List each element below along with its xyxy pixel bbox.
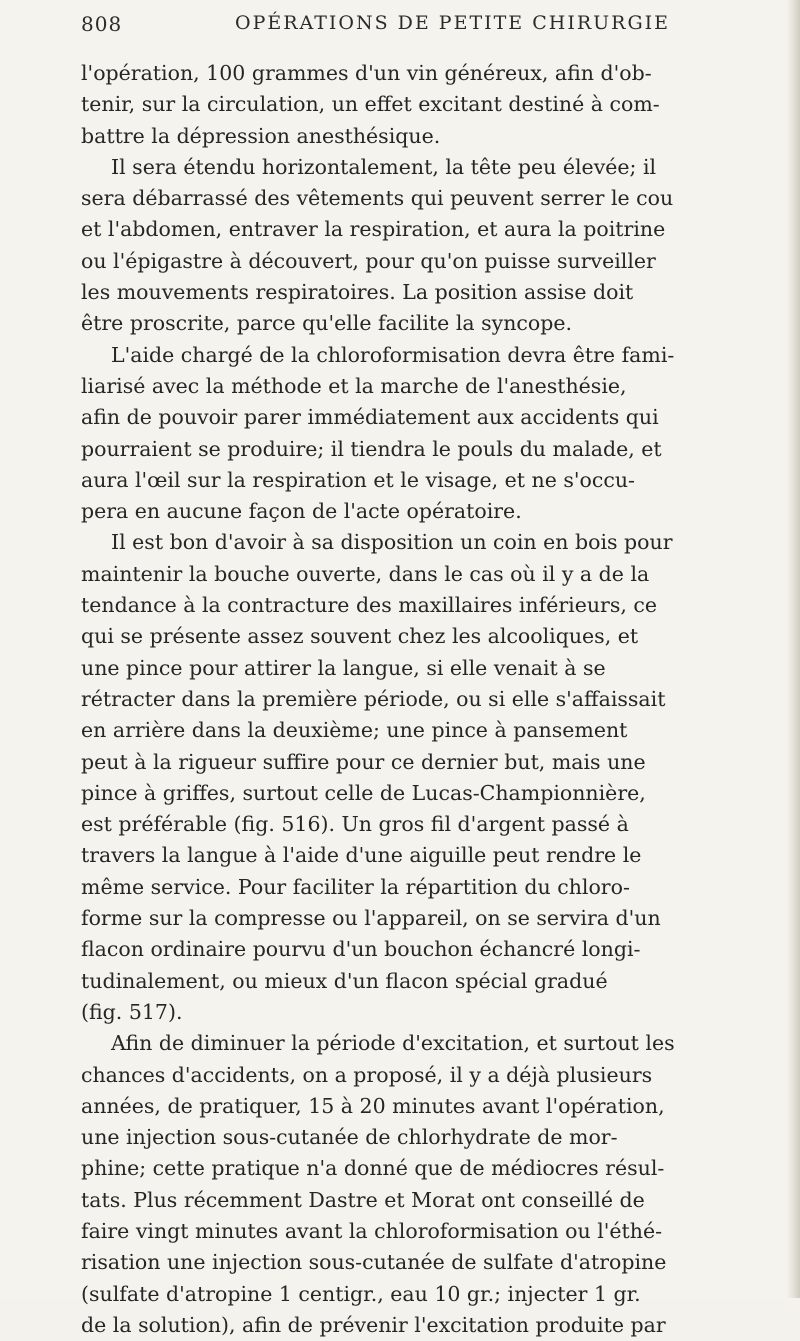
text-line: est préférable (fig. 516). Un gros fil d'argent passé à <box>81 812 629 837</box>
text-line: l'opération, 100 grammes d'un vin généreux, afin d'ob- <box>81 61 652 85</box>
text-line: aura l'œil sur la respiration et le visage, et ne s'occu- <box>81 467 635 492</box>
text-line: Afin de diminuer la période d'excitation, et surtout les <box>111 1031 675 1056</box>
body-text <box>81 58 789 1341</box>
text-line: Il sera étendu horizontalement, la tête peu élevée; il <box>111 154 657 179</box>
text-line: et l'abdomen, entraver la respiration, et aura la poitrine <box>81 217 666 242</box>
text-line: risation une injection sous-cutanée de sulfate d'atropine <box>81 1250 667 1275</box>
text-line: tenir, sur la circulation, un effet excitant destiné à com- <box>81 92 660 117</box>
page-number: 808 <box>81 12 123 36</box>
text-line: rétracter dans la première période, ou si elle s'affaissait <box>81 686 666 711</box>
text-line: pince à griffes, surtout celle de Lucas-Championnière, <box>81 780 646 805</box>
text-line: battre la dépression anesthésique. <box>81 123 441 148</box>
text-line: être proscrite, parce qu'elle facilite la syncope. <box>81 311 573 336</box>
text-line: même service. Pour faciliter la répartition du chloro- <box>81 874 630 899</box>
page-edge-shadow <box>786 0 800 1298</box>
text-line: en arrière dans la deuxième; une pince à pansement <box>81 718 628 743</box>
text-line: (sulfate d'atropine 1 centigr., eau 10 gr.; injecter 1 gr. <box>81 1281 641 1306</box>
page-header <box>81 12 721 42</box>
text-line: de la solution), afin de prévenir l'excitation produite par <box>81 1312 666 1337</box>
text-line: sera débarrassé des vêtements qui peuvent serrer le cou <box>81 186 674 211</box>
text-line: qui se présente assez souvent chez les alcooliques, et <box>81 624 639 649</box>
text-line: flacon ordinaire pourvu d'un bouchon échancré longi- <box>81 937 641 962</box>
text-line: les mouvements respiratoires. La position assise doit <box>81 280 634 305</box>
text-line: tudinalement, ou mieux d'un flacon spécial gradué <box>81 968 608 993</box>
text-line: Il est bon d'avoir à sa disposition un coin en bois pour <box>111 530 673 555</box>
text-line: (fig. 517). <box>81 999 183 1024</box>
text-line: travers la langue à l'aide d'une aiguille peut rendre le <box>81 843 642 868</box>
text-line: pera en aucune façon de l'acte opératoire. <box>81 499 522 524</box>
text-line: une pince pour attirer la langue, si elle venait à se <box>81 655 606 680</box>
text-line: une injection sous-cutanée de chlorhydrate de mor- <box>81 1125 618 1150</box>
text-line: peut à la rigueur suffire pour ce dernier but, mais une <box>81 749 646 774</box>
text-line: L'aide chargé de la chloroformisation devra être fami- <box>111 342 675 367</box>
text-line: faire vingt minutes avant la chloroformisation ou l'éthé- <box>81 1218 663 1243</box>
text-line: phine; cette pratique n'a donné que de médiocres résul- <box>81 1156 665 1181</box>
text-line: liarisé avec la méthode et la marche de l'anesthésie, <box>81 373 627 398</box>
text-line: forme sur la compresse ou l'appareil, on se servira d'un <box>81 906 661 931</box>
text-line: tendance à la contracture des maxillaires inférieurs, ce <box>81 593 658 618</box>
text-line: pourraient se produire; il tiendra le pouls du malade, et <box>81 436 662 461</box>
text-line: maintenir la bouche ouverte, dans le cas où il y a de la <box>81 561 650 586</box>
running-title: OPÉRATIONS DE PETITE CHIRURGIE <box>235 12 670 34</box>
text-line: tats. Plus récemment Dastre et Morat ont conseillé de <box>81 1187 645 1212</box>
text-line: années, de pratiquer, 15 à 20 minutes avant l'opération, <box>81 1093 665 1118</box>
text-line: ou l'épigastre à découvert, pour qu'on puisse surveiller <box>81 248 656 273</box>
text-line: chances d'accidents, on a proposé, il y a déjà plusieurs <box>81 1062 653 1087</box>
text-line: afin de pouvoir parer immédiatement aux accidents qui <box>81 405 659 430</box>
